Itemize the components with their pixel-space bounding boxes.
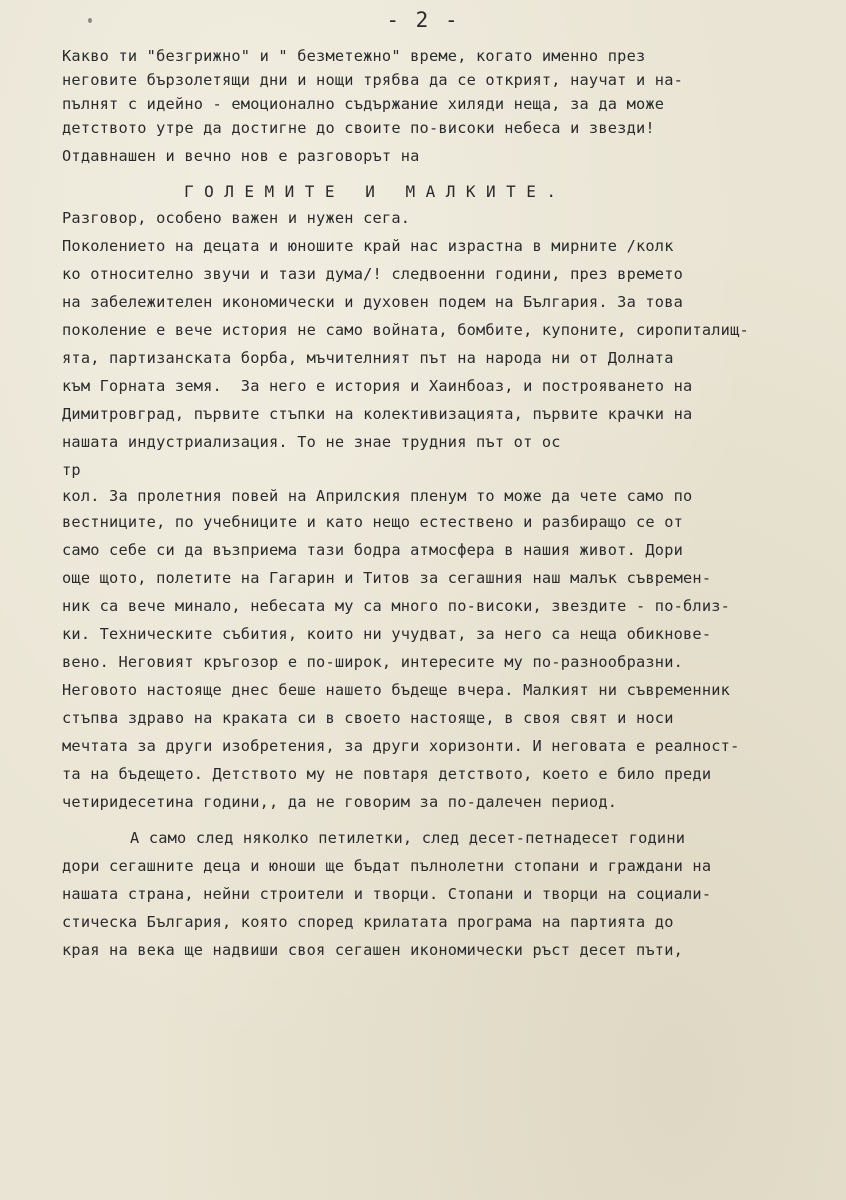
text-line: стъпва здраво на краката си в своето настояще, в своя свят и носи bbox=[62, 709, 674, 727]
text-line: на забележителен икономически и духовен подем на България. За това bbox=[62, 293, 684, 311]
text-line: края на века ще надвиши своя сегашен икономически ръст десет пъти, bbox=[62, 941, 684, 959]
text-line: тр bbox=[62, 461, 81, 479]
text-line: четиридесетина години,, да не говорим за по-далечен период. bbox=[62, 793, 618, 811]
text-line: Отдавнашен и вечно нов е разговорът на bbox=[62, 147, 420, 165]
text-line: ко относително звучи и тази дума/! следвоенни години, през времето bbox=[62, 265, 684, 283]
text-line: детството утре да достигне до своите по-високи небеса и звезди! bbox=[62, 119, 655, 137]
text-line: Какво ти "безгрижно" и " безметежно" време, когато именно през bbox=[62, 47, 646, 65]
text-line: ки. Техническите събития, които ни учудват, за него са неща обикнове- bbox=[62, 625, 712, 643]
text-line: ник са вече минало, небесата му са много по-високи, звездите - по-близ- bbox=[62, 597, 731, 615]
section-heading: ГОЛЕМИТЕ И МАЛКИТЕ. bbox=[184, 182, 567, 201]
text-line: само себе си да възприема тази бодра атмосфера в нашия живот. Дори bbox=[62, 541, 684, 559]
text-line: поколение е вече история не само войната, бомбите, купоните, сиропиталищ- bbox=[62, 321, 749, 339]
text-line: пълнят с идейно - емоционално съдържание хиляди неща, за да може bbox=[62, 95, 665, 113]
text-line: та на бъдещето. Детството му не повтаря детството, което е било преди bbox=[62, 765, 712, 783]
text-line: кол. За пролетния повей на Априлския пленум то може да чете само по bbox=[62, 487, 693, 505]
text-line: стическа България, която според крилатата програма на партията до bbox=[62, 913, 674, 931]
text-line: вестниците, по учебниците и като нещо естествено и разбиращо се от bbox=[62, 513, 684, 531]
text-line: към Горната земя. За него е история и Хаинбоаз, и построяването на bbox=[62, 377, 693, 395]
text-line: вено. Неговият кръгозор е по-широк, интересите му по-разнообразни. bbox=[62, 653, 684, 671]
text-line: още щото, полетите на Гагарин и Титов за сегашния наш малък съвремен- bbox=[62, 569, 712, 587]
text-line: Поколението на децата и юношите край нас израстна в мирните /колк bbox=[62, 237, 674, 255]
text-line: А само след няколко петилетки, след десет-петнадесет години bbox=[130, 829, 686, 847]
text-line: Разговор, особено важен и нужен сега. bbox=[62, 209, 411, 227]
text-line: дори сегашните деца и юноши ще бъдат пълнолетни стопани и граждани на bbox=[62, 857, 712, 875]
text-line: Неговото настояще днес беше нашето бъдеще вчера. Малкият ни съвременник bbox=[62, 681, 731, 699]
text-line: ята, партизанската борба, мъчителният път на народа ни от Долната bbox=[62, 349, 674, 367]
page-number: - 2 - bbox=[386, 8, 460, 32]
text-line: нашата страна, нейни строители и творци. Стопани и творци на социали- bbox=[62, 885, 712, 903]
text-line: мечтата за други изобретения, за други хоризонти. И неговата е реалност- bbox=[62, 737, 740, 755]
text-line: неговите бързолетящи дни и нощи трябва да се открият, научат и на- bbox=[62, 71, 684, 89]
text-line: нашата индустриализация. То не знае трудния път от ос bbox=[62, 433, 561, 451]
text-line: Димитровград, първите стъпки на колективизацията, първите крачки на bbox=[62, 405, 693, 423]
ink-speck bbox=[88, 18, 92, 23]
